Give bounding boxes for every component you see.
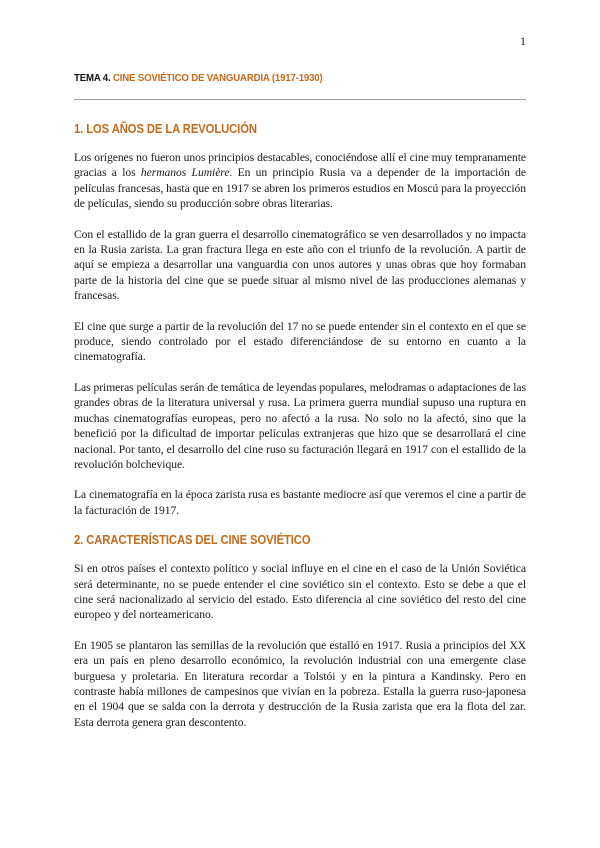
paragraph: Las primeras películas serán de temática de leyendas populares, melodramas o adaptaciones de las grandes obras de la literatura universal y rusa. La primera guerra mundial supuso una ruptura en muchas cinematografías europeas, pero no afectó a la rusa. No solo no la afectó, sino que la benefició por la dificultad de importar películas extranjeras que hizo que se desarrollará el cine nacional. Por tanto, el desarrollo del cine ruso su facturación llegará en 1917 con el estallido de la revolución bolchevique. [74,380,526,471]
paragraph-text: . En un principio Rusia va a depender de la importación de películas francesas, hasta que en 1917 se abren los primeros estudios en Moscú para la proyección de películas, siendo su producción sobre obras literarias. [74,166,527,211]
italic-term: hermanos Lumière [140,166,230,180]
paragraph: La cinematografía en la época zarista rusa es bastante mediocre así que veremos el cine a partir de la facturación de 1917. [74,488,526,517]
document-header [74,72,490,84]
paragraph-text: Los orígenes no fueron unos principios destacables, conociéndose allí el cine muy tempranamente gracias a los [74,151,526,180]
paragraph: Si en otros países el contexto político y social influye en el cine en el caso de la Unión Soviética será determinante, no se puede entender el cine soviético sin el contexto. Esto se debe a que el cine será nacionalizado al servicio del estado. Esto diferencia al cine soviético del resto del cine europeo y del norteamericano. [74,562,526,622]
document-body [74,122,526,745]
section-soviet-cinema-characteristics [74,533,526,730]
paragraph: Con el estallido de la gran guerra el desarrollo cinematográfico se ven desarrollados y no impacta en la Rusia zarista. La gran fractura llega en este año con el triunfo de la revolución. A partir de aquí se empieza a desarrollar una vanguardia con unos autores y unas obras que hoy formaban parte de la historia del cine que se puede situar al mismo nivel de las producciones alemanas y francesas. [74,227,526,303]
page-number: 1 [520,34,526,48]
section-revolution-years [74,122,526,518]
paragraph [74,150,526,212]
section-heading: 2. CARACTERÍSTICAS DEL CINE SOVIÉTICO [74,533,311,548]
theme-title: CINE SOVIÉTICO DE VANGUARDIA (1917-1930) [112,72,323,84]
section-heading: 1. LOS AÑOS DE LA REVOLUCIÓN [74,122,257,136]
theme-label: TEMA 4. [74,72,111,84]
paragraph: El cine que surge a partir de la revolución del 17 no se puede entender sin el contexto en el que se produce, siendo controlado por el estado diferenciándose de su entorno en cuanto a la cinematografía. [74,319,526,364]
paragraph: En 1905 se plantaron las semillas de la revolución que estalló en 1917. Rusia a principios del XX era un país en pleno desarrollo económico, la revolución industrial con una emergente clase burguesa y proletaria. En literatura recordar a Tolstói y en la pintura a Kandinsky. Pero en contraste había millones de campesinos que vivían en la pobreza. Estalla la guerra ruso-japonesa en el 1904 que se salda con la derrota y destrucción de la Rusia zarista que era la flota del zar. Esta derrota genera gran descontento. [74,638,526,729]
header-divider [74,99,526,100]
